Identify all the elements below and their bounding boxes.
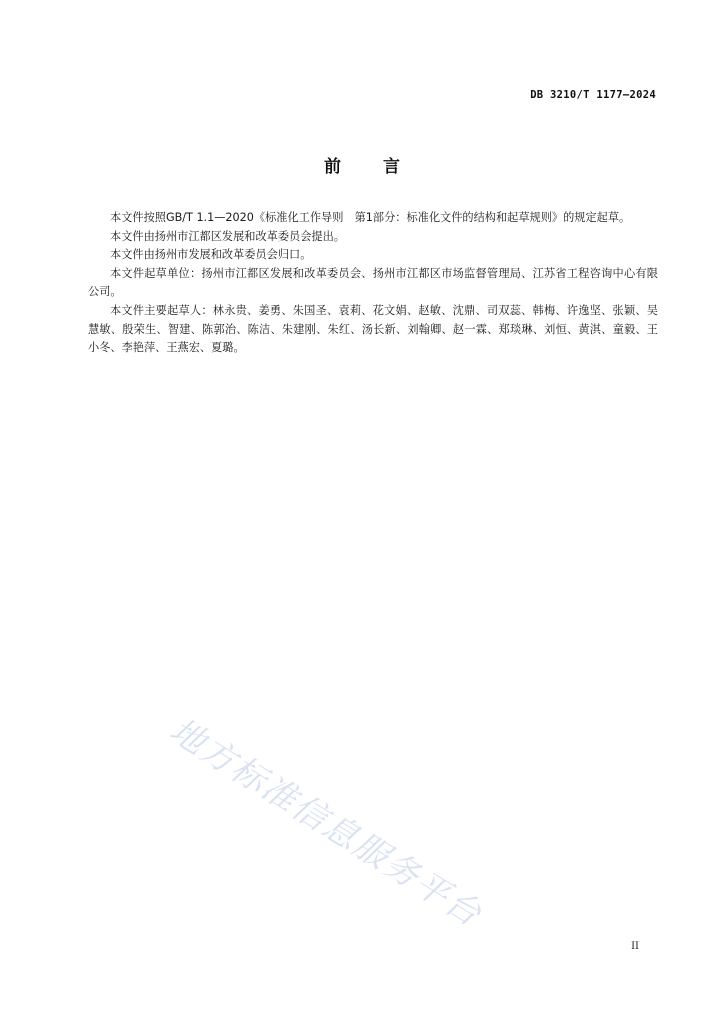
page-title: [0, 152, 724, 177]
paragraph-proposer: 本文件由扬州市江都区发展和改革委员会提出。: [110, 229, 345, 243]
paragraph-drafters: 本文件主要起草人：林永贵、姜勇、朱国圣、袁莉、花文娟、赵敏、沈鼎、司双蕊、韩梅、许逸坚、张颖、吴慧敏、殷荣生、智建、陈郭治、陈洁、朱建刚、朱红、汤长新、刘翰卿、赵一霖、郑琰琳、刘恒、黄淇、童毅、王小冬、李艳萍、王燕宏、夏璐。: [88, 303, 658, 355]
paragraph-administrator: 本文件由扬州市发展和改革委员会归口。: [110, 248, 312, 262]
page-number: II: [631, 941, 639, 952]
title-char-2: 言: [382, 157, 400, 177]
document-code: DB 3210/T 1177—2024: [530, 89, 656, 101]
watermark: 地方标准信息服务平台: [162, 710, 490, 936]
foreword-body: [88, 209, 658, 358]
title-char-1: 前: [324, 157, 342, 177]
paragraph-drafting-units: 本文件起草单位：扬州市江都区发展和改革委员会、扬州市江都区市场监督管理局、江苏省工程咨询中心有限公司。: [88, 266, 658, 299]
paragraph-standard-basis: 本文件按照GB/T 1.1—2020《标准化工作导则 第1部分：标准化文件的结构和起草规则》的规定起草。: [110, 211, 631, 224]
